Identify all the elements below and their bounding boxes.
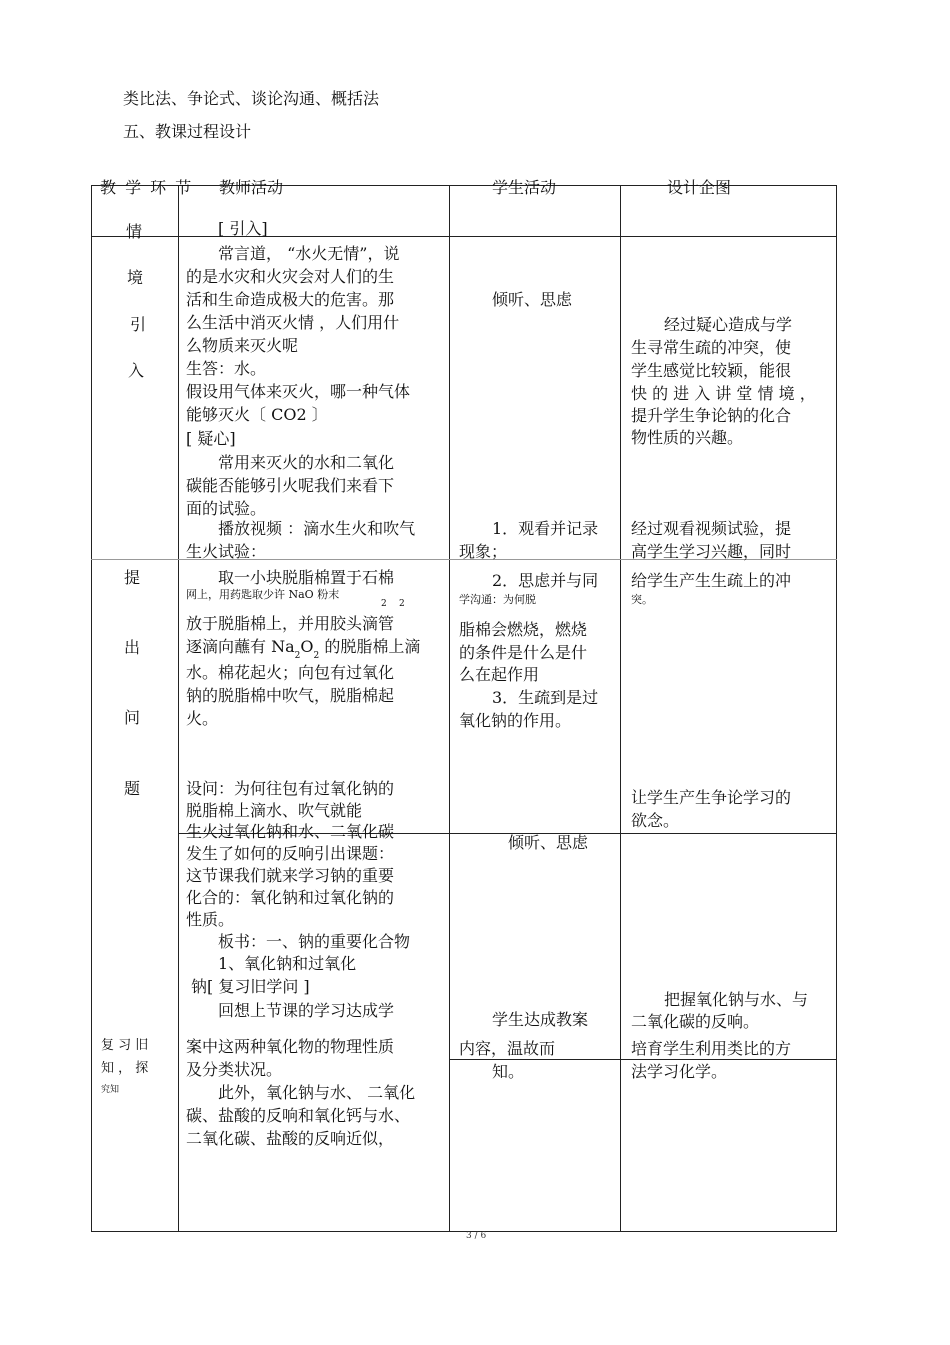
stage-label-chu: 出 xyxy=(124,638,141,657)
page-number: 3 / 6 xyxy=(466,1231,487,1241)
intent-line: 突。 xyxy=(631,593,653,606)
header-student: 学生活动 xyxy=(492,178,557,197)
methods-line: 类比法、争论式、谈论沟通、概括法 xyxy=(123,89,380,108)
header-stage: 教 学 环 节 xyxy=(100,178,194,197)
teacher-line-formula xyxy=(186,634,421,661)
student-line: 3．生疏到是过 xyxy=(492,688,599,707)
teacher-line: 性质。 xyxy=(186,910,235,929)
table-header-divider xyxy=(91,236,837,237)
student-line: 2．思虑并与同 xyxy=(492,571,599,590)
teacher-line: 化合的：氧化钠和过氧化钠的 xyxy=(186,888,395,907)
student-line: 学沟通：为何脱 xyxy=(459,593,536,606)
teacher-line: 及分类状况。 xyxy=(186,1060,283,1079)
stage-label-review-3: 究知 xyxy=(101,1085,120,1095)
intent-line: 培育学生利用类比的方 xyxy=(631,1039,792,1058)
table-divider-2 xyxy=(449,185,450,1232)
intent-line: 学生感觉比较颖，能很 xyxy=(631,361,792,380)
student-line: 内容，温故而 xyxy=(459,1039,556,1058)
table-border-left xyxy=(91,185,92,1232)
stage-label-ti: 提 xyxy=(124,568,141,587)
teacher-line: 板书：一、钠的重要化合物 xyxy=(218,932,411,951)
teacher-line: 钠的脱脂棉中吹气，脱脂棉起 xyxy=(186,686,395,705)
teacher-line: 的是水灾和火灾会对人们的生 xyxy=(186,267,395,286)
teacher-line: 播放视频 ：滴水生火和吹气 xyxy=(218,519,416,538)
teacher-line: 水。棉花起火；向包有过氧化 xyxy=(186,663,395,682)
teacher-line: 钠[ 复习旧学问 ] xyxy=(191,977,310,996)
teacher-line: 常用来灭火的水和二氧化 xyxy=(218,453,395,472)
teacher-line: 生火过氧化钠和水、二氧化碳 xyxy=(186,822,395,841)
intent-line: 给学生产生生疏上的冲 xyxy=(631,571,792,590)
stage-label-qing: 情 xyxy=(126,222,143,241)
intent-line: 把握氧化钠与水、与 xyxy=(664,990,809,1009)
table-divider-1 xyxy=(178,185,179,1232)
teacher-line: [ 疑心] xyxy=(186,429,236,448)
teacher-line: 么生活中消灭火情 ，人们用什 xyxy=(186,313,400,332)
stage-label-ti2: 题 xyxy=(124,779,141,798)
teacher-line: 回想上节课的学习达成学 xyxy=(218,1001,395,1020)
teacher-line: 生火试验： xyxy=(186,542,267,561)
teacher-line: 二氧化碳、盐酸的反响近似， xyxy=(186,1129,395,1148)
header-intent: 设计企图 xyxy=(667,178,732,197)
teacher-line: 案中这两种氧化物的物理性质 xyxy=(186,1037,395,1056)
student-line: 现象； xyxy=(459,542,508,561)
formula-superscript: 2 xyxy=(399,599,405,609)
header-teacher: 教师活动 xyxy=(219,178,284,197)
formula-text: O xyxy=(300,637,314,656)
intent-line: 让学生产生争论学习的 xyxy=(631,788,792,807)
teacher-line: 这节课我们就来学习钠的重要 xyxy=(186,866,395,885)
stage-label-yin: 引 xyxy=(130,315,147,334)
teacher-line: 放于脱脂棉上，并用胶头滴管 xyxy=(186,614,395,633)
stage-label-review-1: 复 习 旧 xyxy=(101,1038,149,1053)
stage-label-wen: 问 xyxy=(124,708,141,727)
teacher-line: 生答：水。 xyxy=(186,359,267,378)
stage-label-jing: 境 xyxy=(127,268,144,287)
student-line: 1．观看并记录 xyxy=(492,519,599,538)
intent-line: 提升学生争论钠的化合 xyxy=(631,406,792,425)
teacher-line: 能够灭火〔 CO2 〕 xyxy=(186,405,328,424)
student-line: 氧化钠的作用。 xyxy=(459,711,572,730)
teacher-line: 设问：为何往包有过氧化钠的 xyxy=(186,779,395,798)
teacher-line: 火。 xyxy=(186,709,219,728)
student-line: 倾听、思虑 xyxy=(508,833,589,852)
formula-superscript: 2 xyxy=(381,599,387,609)
intent-line: 经过观看视频试验，提 xyxy=(631,519,792,538)
teacher-line: [ 引入] xyxy=(218,219,268,238)
teacher-line: 活和生命造成极大的危害。那 xyxy=(186,290,395,309)
teacher-line: 假设用气体来灭火，哪一种气体 xyxy=(186,382,411,401)
intent-line: 高学生学习兴趣，同时 xyxy=(631,542,792,561)
formula-text: 逐滴向蘸有 Na xyxy=(186,637,295,656)
student-line: 学生达成教案 xyxy=(492,1010,589,1029)
intent-line: 物性质的兴趣。 xyxy=(631,428,744,447)
teacher-line: 发生了如何的反响引出课题： xyxy=(186,844,395,863)
student-line: 倾听、思虑 xyxy=(492,290,573,309)
teacher-line: 取一小块脱脂棉置于石棉 xyxy=(218,568,395,587)
intent-line: 二氧化碳的反响。 xyxy=(631,1012,760,1031)
stage-label-review-2: 知 ， 探 xyxy=(101,1061,149,1076)
table-border-right xyxy=(836,185,837,1232)
teacher-line: 么物质来灭火呢 xyxy=(186,336,299,355)
teacher-line: 网上，用药匙取少许 NaO 粉末 xyxy=(186,588,340,601)
student-line: 知。 xyxy=(492,1062,525,1081)
table-divider-3 xyxy=(620,185,621,1232)
formula-subscript: 2 xyxy=(313,651,320,661)
stage-label-ru: 入 xyxy=(128,361,145,380)
formula-text: 的脱脂棉上滴 xyxy=(319,637,421,656)
intent-line: 生寻常生疏的冲突，使 xyxy=(631,338,792,357)
teacher-line: 脱脂棉上滴水、吹气就能 xyxy=(186,801,363,820)
teacher-line: 1、氧化钠和过氧化 xyxy=(218,954,357,973)
teacher-line: 面的试验。 xyxy=(186,499,267,518)
student-line: 么在起作用 xyxy=(459,665,540,684)
student-line: 脂棉会燃烧，燃烧 xyxy=(459,620,588,639)
student-line: 的条件是什么是什 xyxy=(459,643,588,662)
intent-line: 法学习化学。 xyxy=(631,1062,728,1081)
section-heading: 五、教课过程设计 xyxy=(123,122,252,141)
intent-line: 经过疑心造成与学 xyxy=(664,315,793,334)
teacher-line: 碳能否能够引火呢我们来看下 xyxy=(186,476,395,495)
formula-subscript: 2 xyxy=(294,651,301,661)
teacher-line: 此外，氧化钠与水、 二氧化 xyxy=(218,1083,416,1102)
intent-line: 快 的 进 入 讲 堂 情 境 ， xyxy=(631,384,816,403)
intent-line: 欲念。 xyxy=(631,811,680,830)
teacher-line: 碳、盐酸的反响和氧化钙与水、 xyxy=(186,1106,411,1125)
teacher-line: 常言道， “水火无情”，说 xyxy=(218,244,400,263)
table-border-bottom xyxy=(91,1231,837,1232)
